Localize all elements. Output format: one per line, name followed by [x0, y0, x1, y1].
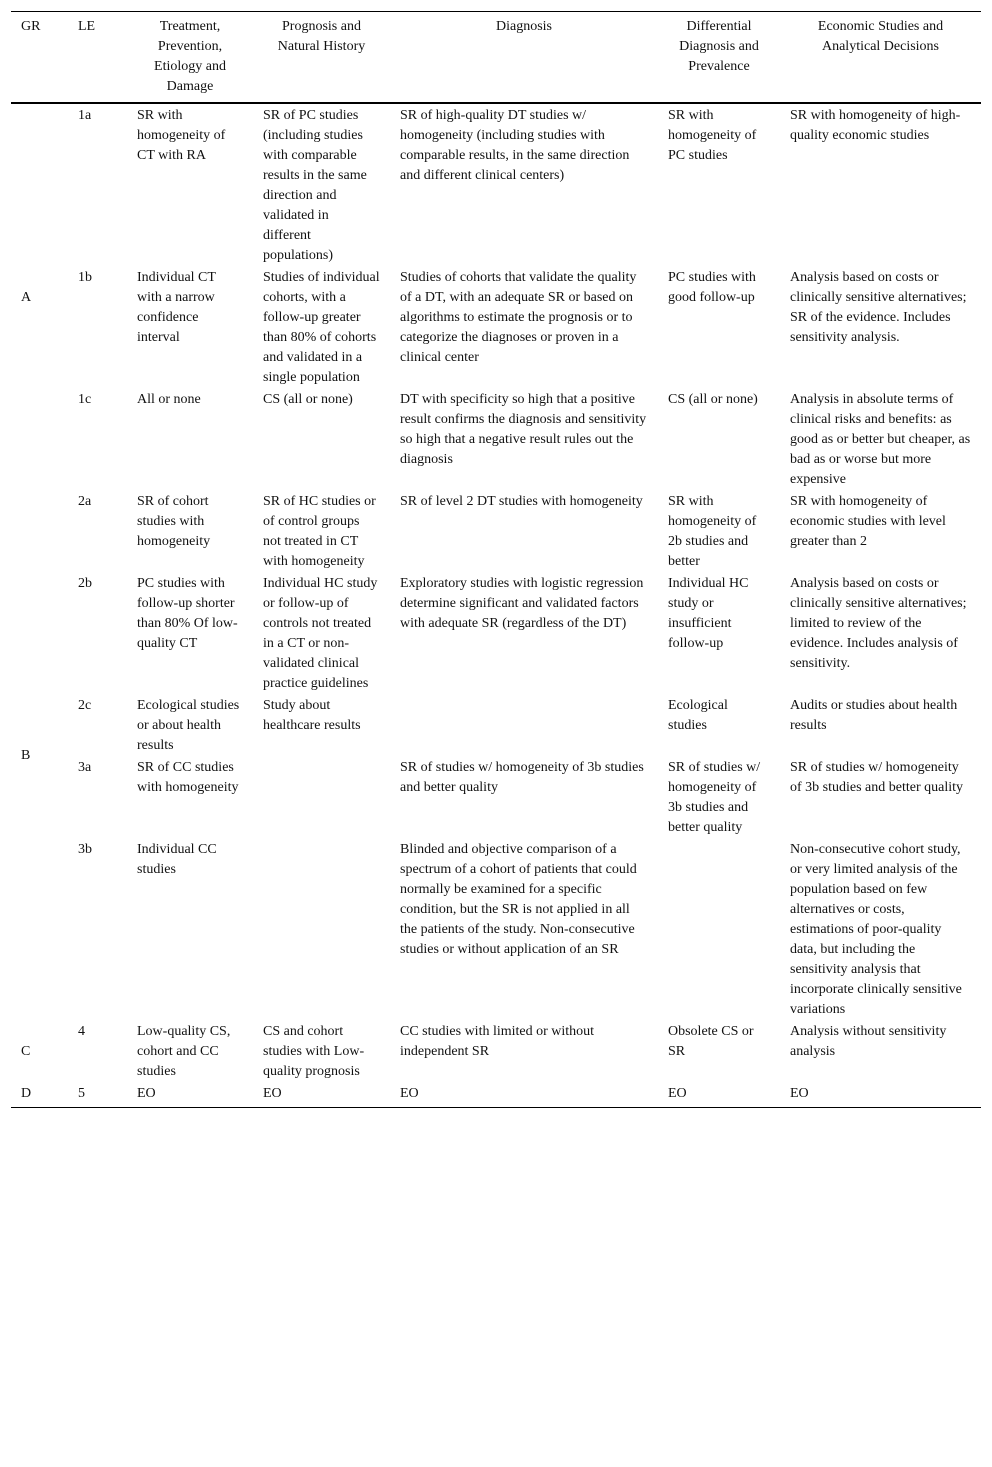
differential-cell: SR with homogeneity of 2b studies and better	[668, 494, 757, 569]
header-treatment: Treatment, Prevention, Etiology and Damage	[127, 12, 253, 104]
level-cell: 4	[78, 1024, 85, 1039]
table-row	[11, 388, 981, 490]
treatment-cell: All or none	[137, 392, 201, 407]
table-row	[11, 490, 981, 572]
prognosis-cell: SR of HC studies or of control groups not treated in CT with homogeneity	[263, 494, 376, 569]
treatment-cell: Individual CC studies	[137, 842, 217, 877]
treatment-cell: Low-quality CS, cohort and CC studies	[137, 1024, 231, 1079]
grade-cell: A	[21, 290, 32, 305]
level-cell: 2a	[78, 494, 92, 509]
economic-cell: Analysis in absolute terms of clinical risks and benefits: as good as or better but cheaper, as bad as or worse but more expensive	[790, 392, 971, 487]
prognosis-cell	[253, 838, 390, 1020]
diagnosis-cell: Exploratory studies with logistic regression determine significant and validated factors with adequate SR (regardless of the DT)	[400, 576, 644, 631]
prognosis-cell: EO	[263, 1086, 282, 1101]
prognosis-cell: CS (all or none)	[263, 392, 353, 407]
level-cell: 1a	[78, 108, 92, 123]
diagnosis-cell: EO	[400, 1086, 419, 1101]
table-row	[11, 838, 981, 1020]
table-row	[11, 103, 981, 266]
economic-cell: SR with homogeneity of economic studies with level greater than 2	[790, 494, 946, 549]
header-differential: Differential Diagnosis and Prevalence	[658, 12, 780, 104]
header-diagnosis: Diagnosis	[390, 12, 658, 104]
economic-cell: Non-consecutive cohort study, or very limited analysis of the population based on few alternatives or costs, estimations of poor-quality data, but including the sensitivity analysis that incorporate clinically sensitive variations	[790, 842, 962, 1017]
header-row	[11, 12, 981, 104]
differential-cell: PC studies with good follow-up	[668, 270, 756, 305]
diagnosis-cell	[390, 694, 658, 756]
prognosis-cell: CS and cohort studies with Low-quality prognosis	[263, 1024, 365, 1079]
treatment-cell: SR with homogeneity of CT with RA	[137, 108, 226, 163]
level-cell: 2b	[78, 576, 92, 591]
grade-cell: D	[21, 1086, 32, 1101]
header-gr: GR	[11, 12, 68, 104]
prognosis-cell: Studies of individual cohorts, with a follow-up greater than 80% of cohorts and validated in a single population	[263, 270, 380, 385]
treatment-cell: EO	[137, 1086, 156, 1101]
table-body	[11, 103, 981, 1108]
diagnosis-cell: SR of level 2 DT studies with homogeneity	[400, 494, 643, 509]
header-le: LE	[68, 12, 127, 104]
table-row	[11, 266, 981, 388]
evidence-levels-table	[11, 11, 981, 1108]
differential-cell: Obsolete CS or SR	[668, 1024, 754, 1059]
economic-cell: Analysis based on costs or clinically sensitive alternatives; SR of the evidence. Includes sensitivity analysis.	[790, 270, 967, 345]
economic-cell: EO	[790, 1086, 809, 1101]
level-cell: 1c	[78, 392, 92, 407]
diagnosis-cell: DT with specificity so high that a positive result confirms the diagnosis and sensitivity so high that a negative result rules out the diagnosis	[400, 392, 647, 467]
table-row	[11, 1020, 981, 1082]
prognosis-cell	[253, 756, 390, 838]
table-row	[11, 1082, 981, 1108]
header-prognosis: Prognosis and Natural History	[253, 12, 390, 104]
treatment-cell: Ecological studies or about health results	[137, 698, 240, 753]
differential-cell: EO	[668, 1086, 687, 1101]
level-cell: 1b	[78, 270, 92, 285]
table-row	[11, 756, 981, 838]
diagnosis-cell: CC studies with limited or without independent SR	[400, 1024, 595, 1059]
table-row	[11, 694, 981, 756]
differential-cell: SR with homogeneity of PC studies	[668, 108, 757, 163]
economic-cell: Analysis based on costs or clinically sensitive alternatives; limited to review of the evidence. Includes analysis of sensitivity.	[790, 576, 967, 671]
treatment-cell: PC studies with follow-up shorter than 80% Of low-quality CT	[137, 576, 238, 651]
economic-cell: SR of studies w/ homogeneity of 3b studies and better quality	[790, 760, 964, 795]
level-cell: 5	[78, 1086, 85, 1101]
economic-cell: Analysis without sensitivity analysis	[790, 1024, 947, 1059]
treatment-cell: SR of cohort studies with homogeneity	[137, 494, 211, 549]
level-cell: 3a	[78, 760, 92, 775]
grade-cell: C	[21, 1044, 31, 1059]
header-economic: Economic Studies and Analytical Decisions	[780, 12, 981, 104]
differential-cell: CS (all or none)	[668, 392, 758, 407]
diagnosis-cell: Studies of cohorts that validate the quality of a DT, with an adequate SR or based on algorithms to estimate the prognosis or to categorize the diagnoses or proven in a clinical center	[400, 270, 637, 365]
economic-cell: Audits or studies about health results	[790, 698, 958, 733]
prognosis-cell: SR of PC studies (including studies with comparable results in the same direction and validated in different populations)	[263, 108, 367, 263]
table-row	[11, 572, 981, 694]
differential-cell: Individual HC study or insufficient follow-up	[668, 576, 749, 651]
grade-cell: B	[21, 748, 31, 763]
diagnosis-cell: SR of high-quality DT studies w/ homogeneity (including studies with comparable results, in the same direction and different clinical centers)	[400, 108, 630, 183]
level-cell: 2c	[78, 698, 92, 713]
treatment-cell: SR of CC studies with homogeneity	[137, 760, 239, 795]
prognosis-cell: Individual HC study or follow-up of controls not treated in a CT or non-validated clinical practice guidelines	[263, 576, 378, 691]
differential-cell: Ecological studies	[668, 698, 728, 733]
level-cell: 3b	[78, 842, 92, 857]
prognosis-cell: Study about healthcare results	[263, 698, 361, 733]
diagnosis-cell: SR of studies w/ homogeneity of 3b studies and better quality	[400, 760, 644, 795]
treatment-cell: Individual CT with a narrow confidence interval	[137, 270, 216, 345]
differential-cell: SR of studies w/ homogeneity of 3b studies and better quality	[668, 760, 761, 835]
economic-cell: SR with homogeneity of high-quality economic studies	[790, 108, 961, 143]
differential-cell	[658, 838, 780, 1020]
diagnosis-cell: Blinded and objective comparison of a spectrum of a cohort of patients that could normally be examined for a specific condition, but the SR is not applied in all the patients of the study. Non-consecutive studies or without application of an SR	[400, 842, 637, 957]
